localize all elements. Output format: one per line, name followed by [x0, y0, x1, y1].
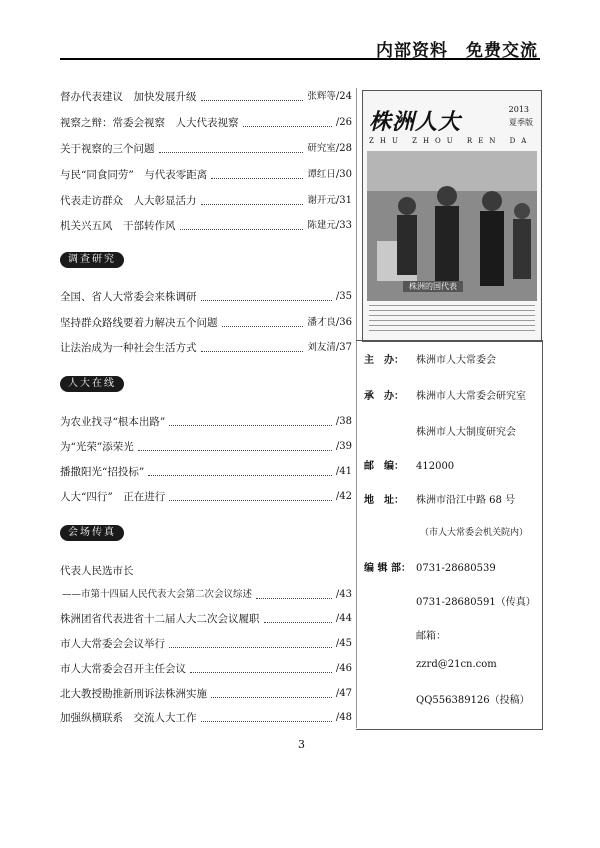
- toc-row[interactable]: [60, 709, 352, 727]
- toc-row[interactable]: [60, 488, 352, 506]
- toc-row[interactable]: [60, 660, 352, 678]
- page-header-title: 内部资料 免费交流: [376, 41, 538, 61]
- toc-leader: [222, 325, 304, 327]
- toc-row[interactable]: [60, 314, 352, 332]
- toc-row[interactable]: [60, 635, 352, 653]
- toc-leader: [201, 203, 304, 205]
- toc-leader: [169, 424, 332, 426]
- toc-row[interactable]: [60, 192, 352, 210]
- toc-author: 刘友清: [307, 342, 336, 353]
- toc-title: 为农业找寻“根本出路”: [60, 416, 166, 428]
- toc-title: 人大“四行” 正在进行: [60, 491, 166, 503]
- toc-title: 加强纵横联系 交流人大工作: [60, 712, 197, 724]
- toc-leader: [201, 350, 304, 352]
- toc-row[interactable]: [60, 685, 352, 703]
- toc-title: 坚持群众路线要着力解决五个问题: [60, 317, 218, 329]
- toc-row[interactable]: [60, 562, 352, 580]
- toc-row[interactable]: [60, 438, 352, 456]
- toc-leader: [211, 177, 303, 179]
- address-value: 株洲市沿江中路 68 号: [416, 495, 516, 506]
- cover-photo-illustration: [367, 151, 537, 301]
- toc-leader: [201, 720, 332, 722]
- toc-row[interactable]: [60, 88, 352, 106]
- organizer-value-2: 株洲市人大制度研究会: [416, 427, 516, 438]
- toc-leader: [264, 621, 332, 623]
- toc-title: 关于视察的三个问题: [60, 143, 155, 155]
- host-label: 主 办：: [364, 355, 404, 366]
- toc-page: /28: [335, 143, 352, 154]
- toc-page: /45: [335, 638, 352, 649]
- postcode-label: 邮 编：: [364, 461, 404, 472]
- toc-row[interactable]: [60, 288, 352, 306]
- email-label: 邮箱：: [416, 631, 446, 642]
- toc-page: /38: [335, 416, 352, 427]
- toc-title: 代表走访群众 人大彰显活力: [60, 195, 197, 207]
- section-tag-research: 调查研究: [60, 252, 124, 268]
- toc-title: 播撒阳光“招投标”: [60, 466, 145, 478]
- toc-page: /42: [335, 491, 352, 502]
- toc-page: /26: [335, 117, 352, 128]
- organizer-label: 承 办：: [364, 391, 404, 402]
- toc-title: ——市第十四届人民代表大会第二次会议综述: [62, 589, 253, 600]
- toc-title: 市人大常委会召开主任会议: [60, 663, 186, 675]
- email-value[interactable]: zzrd@21cn.com: [416, 659, 497, 670]
- toc-leader: [243, 125, 332, 127]
- cover-year: 2013: [508, 105, 529, 114]
- header-rule: [60, 58, 540, 60]
- toc-leader: [201, 99, 304, 101]
- toc-page: /39: [335, 441, 352, 452]
- toc-leader: [190, 671, 332, 673]
- toc-leader: [169, 646, 332, 648]
- toc-page: /24: [335, 91, 352, 102]
- editorial-label: 编 辑 部：: [364, 563, 411, 574]
- toc-author: 研究室: [307, 143, 336, 154]
- toc-row[interactable]: [60, 610, 352, 628]
- toc-page: /36: [335, 317, 352, 328]
- toc-page: /41: [335, 466, 352, 477]
- toc-author: 谢开元: [307, 195, 336, 206]
- page-number: 3: [298, 738, 305, 751]
- toc-leader: [211, 696, 332, 698]
- section-tag-online: 人大在线: [60, 376, 124, 392]
- toc-title: 督办代表建议 加快发展升级: [60, 91, 197, 103]
- toc-page: /33: [335, 220, 352, 231]
- toc-page: /30: [335, 169, 352, 180]
- toc-row[interactable]: [60, 413, 352, 431]
- toc-row[interactable]: [60, 114, 352, 132]
- phone-value[interactable]: 0731-28680539: [416, 563, 496, 574]
- toc-title: 与民“同食同劳” 与代表零距离: [60, 169, 208, 181]
- toc-page: /37: [335, 342, 352, 353]
- cover-text-block: [369, 305, 535, 335]
- toc-page: /44: [335, 613, 352, 624]
- toc-title: 市人大常委会会议举行: [60, 638, 165, 650]
- cover-caption: 株洲的国代表: [403, 281, 463, 292]
- toc-leader: [256, 597, 332, 599]
- toc-title: 机关兴五风 干部转作风: [60, 220, 176, 232]
- toc-title: 株洲团省代表进省十二届人大二次会议履职: [60, 613, 260, 625]
- magazine-cover: [362, 90, 542, 342]
- section-tag-session: 会场传真: [60, 525, 124, 541]
- postcode-value: 412000: [416, 461, 455, 472]
- toc-title: 视察之辩：常委会视察 人大代表视察: [60, 117, 239, 129]
- toc-author: 张辉等: [307, 91, 336, 102]
- toc-leader: [201, 299, 332, 301]
- cover-photo: [367, 151, 537, 301]
- toc-page: /43: [335, 589, 352, 600]
- toc-leader: [148, 474, 332, 476]
- toc-leader: [138, 449, 332, 451]
- toc-author: 谭红日: [307, 169, 336, 180]
- organizer-value-1: 株洲市人大常委会研究室: [416, 391, 526, 402]
- toc-author: 潘才良: [307, 317, 336, 328]
- toc-page: /31: [335, 195, 352, 206]
- toc-row[interactable]: [60, 166, 352, 184]
- toc-row[interactable]: [60, 463, 352, 481]
- toc-row[interactable]: [60, 217, 352, 235]
- address-note: （市人大常委会机关院内）: [420, 528, 529, 538]
- toc-leader: [159, 151, 304, 153]
- toc-leader: [180, 228, 304, 230]
- toc-author: 陈建元: [307, 220, 336, 231]
- toc-title: 北大教授勘推新刑诉法株洲实施: [60, 688, 207, 700]
- address-label: 地 址：: [364, 495, 404, 506]
- cover-pinyin: ZHU ZHOU REN DA: [369, 137, 533, 145]
- qq-value[interactable]: QQ556389126（投稿）: [416, 695, 530, 706]
- toc-row[interactable]: [60, 586, 352, 604]
- toc-row[interactable]: [60, 140, 352, 158]
- toc-leader: [169, 499, 332, 501]
- host-value: 株洲市人大常委会: [416, 355, 496, 366]
- cover-season: 夏季版: [509, 118, 533, 127]
- toc-title: 为“光荣”添荣光: [60, 441, 134, 453]
- toc-row[interactable]: [60, 339, 352, 357]
- toc-title: 让法治成为一种社会生活方式: [60, 342, 197, 354]
- fax-value: 0731-28680591（传真）: [416, 597, 536, 608]
- toc-page: /46: [335, 663, 352, 674]
- cover-title: 株洲人大: [369, 109, 462, 135]
- toc-page: /47: [335, 688, 352, 699]
- toc-title: 代表人民选市长: [60, 565, 134, 577]
- toc-title: 全国、省人大常委会来株调研: [60, 291, 197, 303]
- toc-page: /48: [335, 712, 352, 723]
- toc-page: /35: [335, 291, 352, 302]
